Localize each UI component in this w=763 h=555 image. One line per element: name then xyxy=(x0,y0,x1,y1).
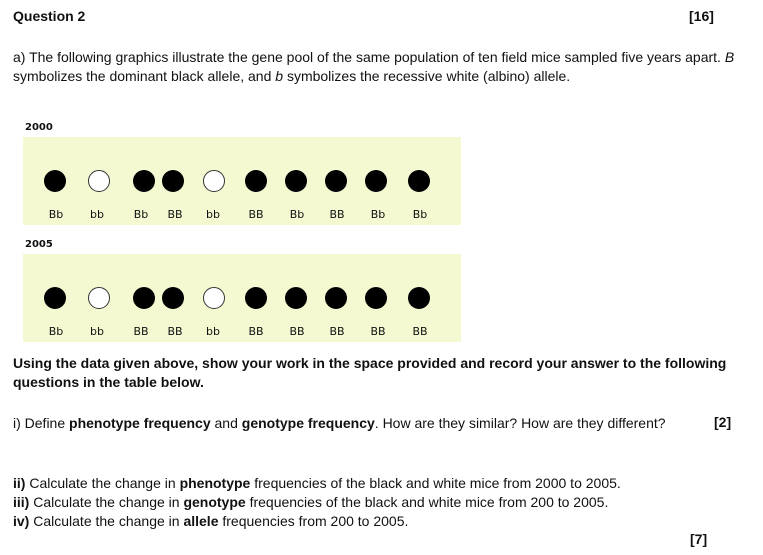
genotype-label: BB xyxy=(329,208,345,221)
term-genotype: genotype xyxy=(183,494,246,510)
mouse-2000-10 xyxy=(408,170,430,192)
dominant-allele-symbol: B xyxy=(724,49,735,65)
question-ii-text-1: Calculate the change in xyxy=(25,475,180,491)
genotype-label: Bb xyxy=(370,208,386,221)
question-iii-text-1: Calculate the change in xyxy=(29,494,184,510)
recessive-allele-symbol: b xyxy=(275,68,284,84)
intro-paragraph xyxy=(13,48,743,86)
mouse-2000-9 xyxy=(365,170,387,192)
genotype-label: BB xyxy=(248,208,264,221)
question-iv xyxy=(13,512,408,531)
mouse-2005-1 xyxy=(44,287,66,309)
mouse-2000-7 xyxy=(285,170,307,192)
question-ii xyxy=(13,474,621,493)
genotype-label: Bb xyxy=(412,208,428,221)
question-title: Question 2 xyxy=(13,8,86,24)
gene-pool-panel-2000 xyxy=(23,137,461,225)
mouse-2000-8 xyxy=(325,170,347,192)
question-ii-text-2: frequencies of the black and white mice from 2000 to 2005. xyxy=(250,475,621,491)
question-iii-text-2: frequencies of the black and white mice from 200 to 2005. xyxy=(245,494,609,510)
term-allele: allele xyxy=(183,513,219,529)
question-ii-number: ii) xyxy=(13,475,26,491)
mouse-2000-4 xyxy=(162,170,184,192)
mouse-2005-5 xyxy=(203,287,225,309)
genotype-label: BB xyxy=(167,325,183,338)
genotype-label: Bb xyxy=(48,208,64,221)
mouse-2005-7 xyxy=(285,287,307,309)
mouse-2005-3 xyxy=(133,287,155,309)
question-iv-number: iv) xyxy=(13,513,30,529)
question-i-text-3: . How are they similar? How are they different? xyxy=(374,415,666,431)
intro-text-1: a) The following graphics illustrate the gene pool of the same population of ten field mice sampled five years apart. xyxy=(13,49,725,65)
genotype-label: BB xyxy=(329,325,345,338)
instructions: Using the data given above, show your work in the space provided and record your answer to the following questions in the table below. xyxy=(13,355,727,390)
question-iv-text-2: frequencies from 200 to 2005. xyxy=(218,513,409,529)
mouse-2000-6 xyxy=(245,170,267,192)
mouse-2005-10 xyxy=(408,287,430,309)
section-marks: [7] xyxy=(690,531,708,547)
mouse-2000-2 xyxy=(88,170,110,192)
term-phenotype-frequency: phenotype frequency xyxy=(69,415,211,431)
genotype-label: BB xyxy=(412,325,428,338)
intro-text-3: symbolizes the recessive white (albino) allele. xyxy=(283,68,571,84)
genotype-label: Bb xyxy=(133,208,149,221)
mouse-2000-1 xyxy=(44,170,66,192)
mouse-2005-8 xyxy=(325,287,347,309)
question-i-text-1: i) Define xyxy=(13,415,70,431)
genotype-label: bb xyxy=(90,325,104,338)
question-iii-number: iii) xyxy=(13,494,30,510)
total-marks: [16] xyxy=(689,8,714,24)
genotype-label: bb xyxy=(90,208,104,221)
sample-year-2000: 2000 xyxy=(25,122,53,133)
mouse-2005-2 xyxy=(88,287,110,309)
term-phenotype: phenotype xyxy=(179,475,251,491)
genotype-label: BB xyxy=(370,325,386,338)
genotype-label: BB xyxy=(248,325,264,338)
question-iv-text-1: Calculate the change in xyxy=(29,513,184,529)
genotype-label: BB xyxy=(133,325,149,338)
genotype-label: BB xyxy=(289,325,305,338)
question-i-marks: [2] xyxy=(714,414,732,430)
genotype-label: Bb xyxy=(289,208,305,221)
genotype-label: bb xyxy=(206,325,220,338)
mouse-2000-3 xyxy=(133,170,155,192)
gene-pool-panel-2005 xyxy=(23,254,461,342)
mouse-2005-6 xyxy=(245,287,267,309)
mouse-2005-9 xyxy=(365,287,387,309)
genotype-label: Bb xyxy=(48,325,64,338)
genotype-label: BB xyxy=(167,208,183,221)
sample-year-2005: 2005 xyxy=(25,239,53,250)
question-i-text-2: and xyxy=(210,415,242,431)
question-i xyxy=(13,414,743,433)
intro-text-2: symbolizes the dominant black allele, and xyxy=(13,68,276,84)
genotype-label: bb xyxy=(206,208,220,221)
term-genotype-frequency: genotype frequency xyxy=(241,415,375,431)
mouse-2000-5 xyxy=(203,170,225,192)
question-iii xyxy=(13,493,608,512)
mouse-2005-4 xyxy=(162,287,184,309)
